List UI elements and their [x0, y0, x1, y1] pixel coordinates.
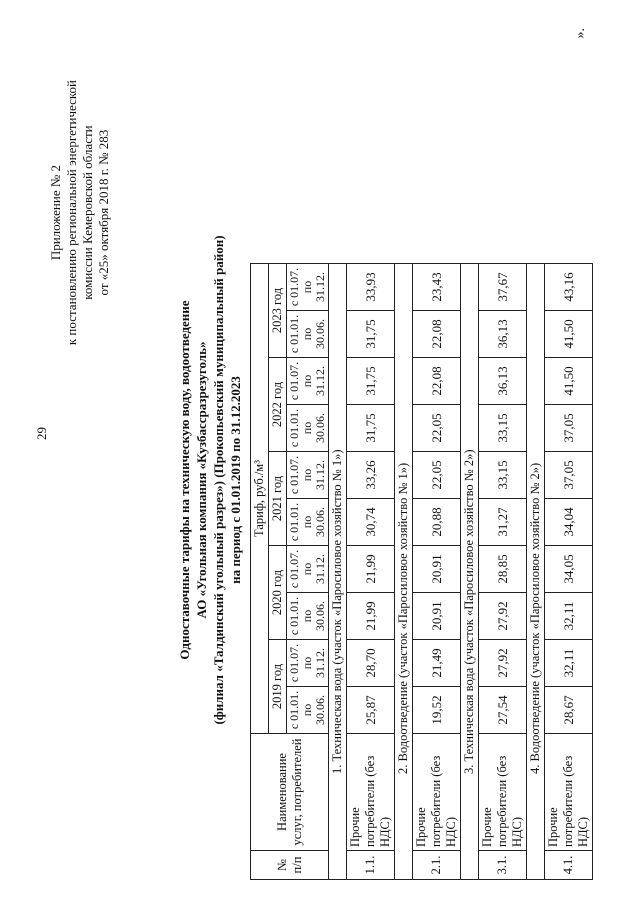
- appendix-header: [48, 80, 112, 345]
- document-title: [176, 70, 244, 890]
- row-name: Прочие потребители (без НДС): [545, 734, 593, 851]
- tariff-value: 43,16: [545, 264, 593, 311]
- tariff-value: 33,15: [479, 452, 527, 499]
- closing-mark: ».: [573, 28, 588, 39]
- tariff-value: 33,93: [347, 264, 395, 311]
- tariff-value: 41,50: [545, 358, 593, 405]
- row-name: Прочие потребители (без НДС): [479, 734, 527, 851]
- period-header: с 01.01. по 30.06.: [287, 687, 329, 734]
- row-num: 2.1.: [413, 851, 461, 880]
- tariff-value: 21,99: [347, 546, 395, 593]
- year-header: 2023 год: [269, 264, 287, 358]
- tariff-value: 20,91: [413, 593, 461, 640]
- table-row: [347, 264, 395, 880]
- section-title: 2. Водоотведение (участок «Паросиловое хозяйство № 1»): [395, 264, 413, 880]
- tariff-value: 27,92: [479, 593, 527, 640]
- tariff-value: 33,15: [479, 405, 527, 452]
- section-title: 3. Техническая вода (участок «Паросиловое хозяйство № 2»): [461, 264, 479, 880]
- tariff-value: 31,27: [479, 499, 527, 546]
- appendix-line-3: комиссии Кемеровской области: [80, 125, 95, 300]
- header-name: Наименование услуг, потребителей: [251, 734, 329, 851]
- tariff-value: 20,88: [413, 499, 461, 546]
- year-header: 2022 год: [269, 358, 287, 452]
- tariff-value: 21,49: [413, 640, 461, 687]
- period-header: с 01.01. по 30.06.: [287, 311, 329, 358]
- period-header: с 01.07. по 31.12.: [287, 452, 329, 499]
- tariff-value: 19,52: [413, 687, 461, 734]
- tariff-value: 34,05: [545, 546, 593, 593]
- tariff-value: 28,70: [347, 640, 395, 687]
- tariff-value: 22,08: [413, 311, 461, 358]
- tariff-value: 37,05: [545, 452, 593, 499]
- tariff-value: 22,05: [413, 405, 461, 452]
- year-header: 2020 год: [269, 546, 287, 640]
- tariff-value: 28,67: [545, 687, 593, 734]
- row-name: Прочие потребители (без НДС): [413, 734, 461, 851]
- tariff-value: 32,11: [545, 593, 593, 640]
- section-title: 4. Водоотведение (участок «Паросиловое хозяйство № 2»): [527, 264, 545, 880]
- header-num: № п/п: [251, 851, 329, 880]
- tariff-value: 20,91: [413, 546, 461, 593]
- row-name: Прочие потребители (без НДС): [347, 734, 395, 851]
- period-header: с 01.07. по 31.12.: [287, 358, 329, 405]
- tariff-value: 27,54: [479, 687, 527, 734]
- title-line-1: Одноставочные тарифы на техническую воду, водоотведение: [177, 300, 192, 660]
- tariff-value: 31,75: [347, 405, 395, 452]
- rotated-page: [18, 20, 618, 890]
- row-num: 1.1.: [347, 851, 395, 880]
- table-row: [545, 264, 593, 880]
- tariff-value: 33,26: [347, 452, 395, 499]
- tariff-value: 30,74: [347, 499, 395, 546]
- tariff-value: 21,99: [347, 593, 395, 640]
- tariff-table: [250, 263, 593, 880]
- tariff-value: 28,85: [479, 546, 527, 593]
- table-row: [479, 264, 527, 880]
- table-row: [413, 264, 461, 880]
- tariff-value: 31,75: [347, 311, 395, 358]
- title-line-2: АО «Угольная компания «Кузбассразрезуголь»: [194, 341, 209, 619]
- row-num: 3.1.: [479, 851, 527, 880]
- tariff-value: 37,05: [545, 405, 593, 452]
- tariff-value: 27,92: [479, 640, 527, 687]
- tariff-value: 36,13: [479, 358, 527, 405]
- appendix-line-4: от «25» октября 2018 г. № 283: [96, 129, 111, 296]
- period-header: с 01.07. по 31.12.: [287, 264, 329, 311]
- tariff-value: 41,50: [545, 311, 593, 358]
- year-header: 2021 год: [269, 452, 287, 546]
- tariff-value: 36,13: [479, 311, 527, 358]
- year-header: 2019 год: [269, 640, 287, 734]
- period-header: с 01.07. по 31.12.: [287, 640, 329, 687]
- tariff-value: 34,04: [545, 499, 593, 546]
- period-header: с 01.01. по 30.06.: [287, 499, 329, 546]
- tariff-value: 37,67: [479, 264, 527, 311]
- period-header: с 01.01. по 30.06.: [287, 405, 329, 452]
- period-header: с 01.07. по 31.12.: [287, 546, 329, 593]
- page-number: 29: [34, 427, 49, 440]
- title-line-3: (филиал «Талдинский угольный разрез») (Прокопьевский муниципальный район): [211, 235, 226, 725]
- section-title: 1. Техническая вода (участок «Паросиловое хозяйство № 1»): [329, 264, 347, 880]
- tariff-value: 23,43: [413, 264, 461, 311]
- title-line-4: на период с 01.01.2019 по 31.12.2023: [228, 376, 243, 584]
- tariff-value: 31,75: [347, 358, 395, 405]
- tariff-value: 22,08: [413, 358, 461, 405]
- period-header: с 01.01. по 30.06.: [287, 593, 329, 640]
- row-num: 4.1.: [545, 851, 593, 880]
- appendix-line-2: к постановлению региональной энергетической: [64, 80, 79, 346]
- tariff-value: 22,05: [413, 452, 461, 499]
- header-tariff: Тариф, руб./м³: [251, 264, 269, 734]
- appendix-line-1: Приложение № 2: [48, 164, 63, 261]
- tariff-value: 32,11: [545, 640, 593, 687]
- tariff-value: 25,87: [347, 687, 395, 734]
